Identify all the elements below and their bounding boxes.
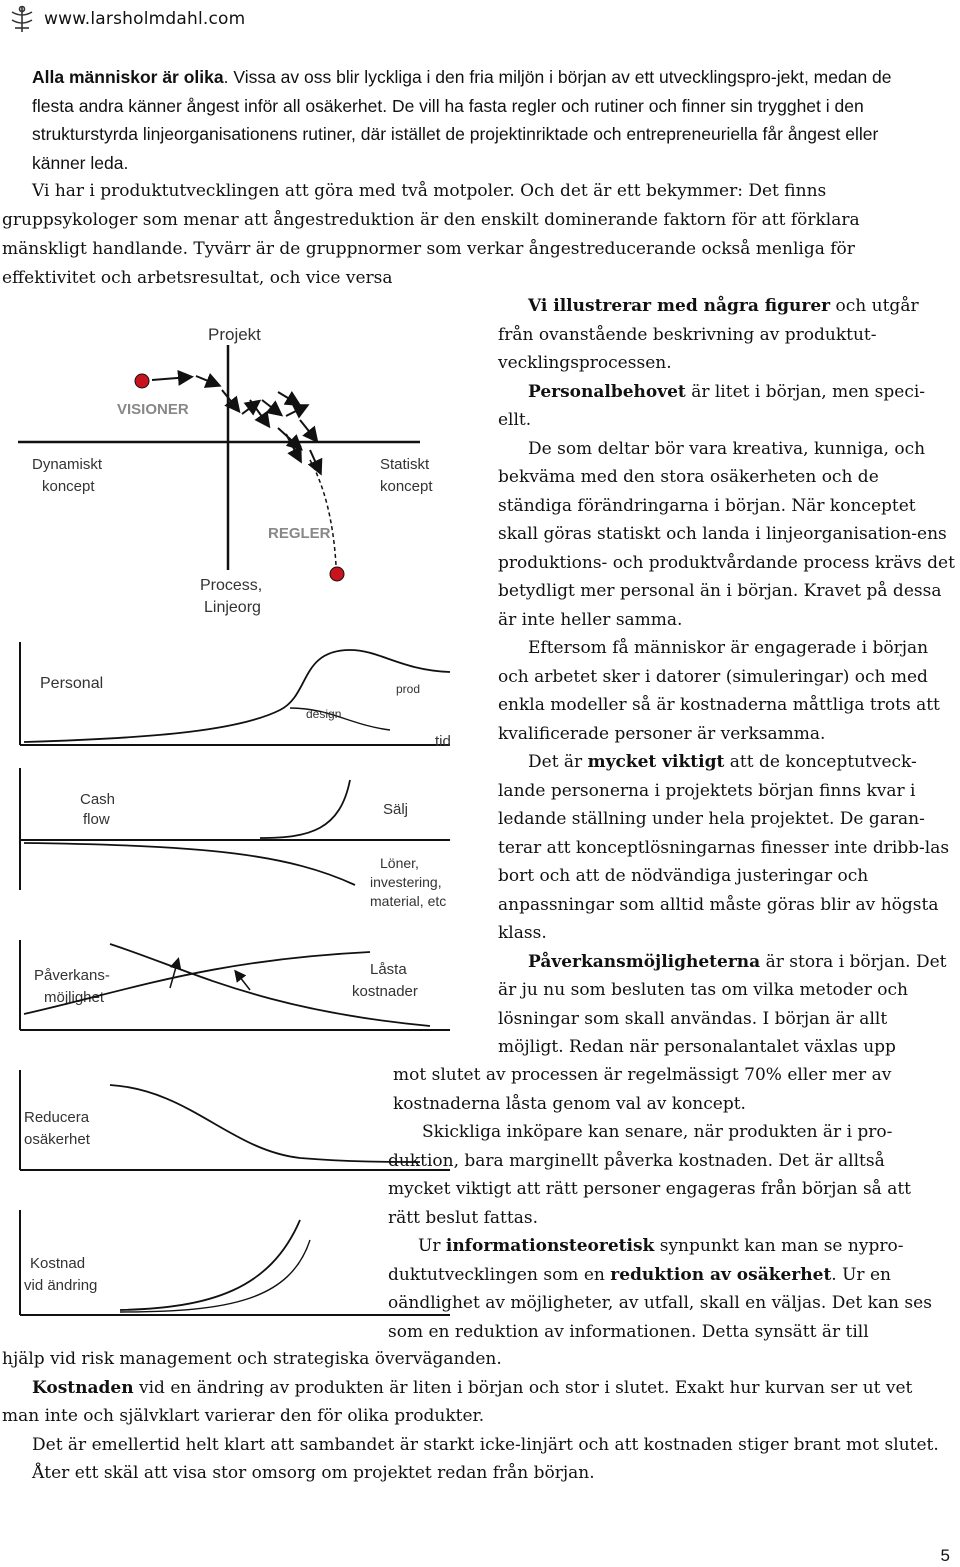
uncertainty-curve	[110, 1085, 420, 1162]
right-paragraph-1	[498, 292, 958, 378]
right-paragraph-2	[498, 378, 958, 435]
label-prod: prod	[396, 682, 421, 696]
label-design: design	[306, 707, 342, 721]
change-cost-curve-1	[120, 1220, 300, 1310]
influence-chart	[20, 940, 450, 1030]
right-column	[498, 292, 958, 1062]
b2-bold: Kostnaden	[32, 1377, 134, 1398]
label-personal: Personal	[40, 675, 104, 692]
label-cash-2: flow	[83, 811, 110, 828]
intro-bold: Alla människor är olika	[32, 67, 224, 87]
label-pav-2: möjlighet	[44, 989, 105, 1006]
label-dyn-1: Dynamiskt	[32, 456, 103, 473]
r5-bold: mycket viktigt	[587, 752, 725, 772]
label-stat-1: Statiskt	[380, 456, 430, 473]
r9-mid: synpunkt kan man se nypro-duktutvecklingen som en	[388, 1236, 904, 1285]
r5-pre: Det är	[528, 752, 588, 772]
cashflow-cost-curve	[24, 843, 355, 885]
right-paragraph-8: Skickliga inköpare kan senare, när produkten är i pro-duktion, bara marginellt påverka kostnaden. Det är alltså mycket viktigt att rätt personer engageras från början så att rätt beslut fattas.	[388, 1122, 911, 1228]
uncertainty-chart	[20, 1070, 450, 1170]
trajectory-path	[310, 460, 336, 565]
b2-rest: vid en ändring av produkten är liten i början och stor i slutet. Exakt hur kurvan ser ut vet man inte och självklart varierar den för olika produkter.	[2, 1377, 913, 1426]
label-kost-2: vid ändring	[24, 1277, 98, 1294]
r1-bold: Vi illustrerar med några figurer	[528, 296, 831, 316]
personal-curve-prod	[24, 650, 450, 742]
label-loner-3: material, etc	[370, 893, 447, 909]
label-red-2: osäkerhet	[24, 1131, 90, 1148]
label-loner-2: investering,	[370, 874, 442, 890]
r9-bold: informationsteoretisk	[445, 1236, 655, 1256]
intro-paragraph-2	[2, 177, 932, 293]
label-projekt: Projekt	[208, 325, 261, 344]
r6-rest: är stora i början. Det är ju nu som besluten tas om vilka metoder och lösningar som skall användas. I början är allt möjligt. Redan när personalantalet växlas upp	[498, 951, 947, 1057]
label-pav-1: Påverkans-	[34, 967, 110, 984]
intro-p2b: Och det är ett bekymmer: Det finns gruppsykologer som menar att ångestreduktion är den enskilt dominerande faktorn för att förklara mänskligt handlande.	[2, 181, 860, 259]
start-dot	[135, 374, 149, 388]
bottom-paragraph-2	[2, 1374, 942, 1431]
right-paragraph-4: Eftersom få människor är engagerade i början och arbetet sker i datorer (simuleringar) och med enkla modeller så är kostnaderna måttliga trots att kvalificerade personer är verksamma.	[498, 638, 940, 744]
label-loner-1: Löner,	[380, 855, 419, 871]
label-visioner: VISIONER	[117, 401, 189, 418]
label-tid: tid	[435, 733, 451, 750]
r2-rest: är litet i början, men speci-ellt.	[498, 381, 926, 430]
label-red-1: Reducera	[24, 1109, 90, 1126]
label-regler: REGLER	[268, 525, 331, 542]
r9-bold2: reduktion av osäkerhet	[610, 1264, 832, 1285]
intro-rest: . Vissa av oss blir lyckliga i den fria miljön i början av ett utvecklingspro-jekt, medan de flesta andra känner ångest inför all osäkerhet. De vill ha fasta regler och rutiner och finner sin trygghet i den strukturstyrda linjeorganisationens rutiner, där istället de projektinriktade och entrepreneuriella får ångest eller känner leda.	[32, 67, 892, 173]
label-proc-1: Process,	[200, 577, 263, 594]
bottom-paragraph-4: Åter ett skäl att visa stor omsorg om projektet redan från början.	[32, 1463, 595, 1483]
end-dot	[330, 567, 344, 581]
r2-bold: Personalbehovet	[528, 381, 686, 402]
personal-chart	[20, 642, 451, 750]
label-lasta-1: Låsta	[370, 961, 407, 978]
site-header	[8, 4, 245, 34]
intro-p2a: Vi har i produktutvecklingen att göra med två motpoler.	[32, 181, 515, 201]
right-paragraph-3: De som deltar bör vara kreativa, kunniga, och bekväma med den stora osäkerheten och de ständiga förändringarna i början. När konceptet skall göras statiskt och landa i linjeorganisation-ens produktions- och produktvårdande process krävs det betydligt mer personal än i början. Kravet på dessa är inte heller samma.	[498, 438, 955, 630]
r6-bold: Påverkansmöjligheterna	[528, 951, 761, 972]
logo-icon	[8, 4, 36, 34]
intro-p2c: Tyvärr är de gruppnormer som verkar ångestreducerande också menliga för effektivitet och arbetsresultat, och vice versa	[2, 239, 855, 288]
label-stat-2: koncept	[380, 478, 433, 495]
page-number: 5	[940, 1546, 950, 1565]
bottom-text	[2, 1345, 942, 1488]
right-paragraph-6	[498, 948, 958, 1062]
label-dyn-2: koncept	[42, 478, 95, 495]
bottom-paragraph-1: hjälp vid risk management och strategiska överväganden.	[2, 1349, 502, 1369]
r9-rest: . Ur en oändlighet av möjligheter, av utfall, skall en väljas. Det kan ses som en reduktion av informationen. Detta synsätt är till	[388, 1264, 932, 1342]
label-salj: Sälj	[383, 801, 409, 818]
site-url[interactable]: www.larsholmdahl.com	[44, 9, 246, 29]
change-cost-chart	[20, 1210, 450, 1315]
r9-pre: Ur	[418, 1236, 446, 1256]
r5-rest: att de konceptutveck-lande personerna i projektets början finns kvar i ledande ställning under hela projektet. De garan-terar att konceptlösningarnas finesser inte dribb-las bort och att de nödvändiga justeringar och anpassningar som alltid måste göras blir av högsta klass.	[498, 752, 950, 943]
label-cash-1: Cash	[80, 791, 116, 808]
trajectory-arrows	[152, 376, 320, 472]
cross-diagram	[18, 325, 433, 616]
cashflow-chart	[20, 768, 450, 909]
right-paragraph-7: mot slutet av processen är regelmässigt 70% eller mer av kostnaderna låsta genom val av koncept.	[393, 1065, 892, 1114]
label-lasta-2: kostnader	[352, 983, 418, 1000]
process-figure	[10, 310, 480, 1330]
label-kost-1: Kostnad	[30, 1255, 86, 1272]
intro-paragraph-1	[32, 63, 932, 177]
right-paragraph-5	[498, 748, 958, 948]
cashflow-sales-curve	[260, 780, 350, 838]
label-proc-2: Linjeorg	[204, 599, 261, 616]
r1-rest: och utgår från ovanstående beskrivning av produktut-vecklingsprocessen.	[498, 296, 919, 373]
bottom-paragraph-3: Det är emellertid helt klart att sambandet är starkt icke-linjärt och att kostnaden stiger brant mot slutet.	[32, 1434, 939, 1455]
